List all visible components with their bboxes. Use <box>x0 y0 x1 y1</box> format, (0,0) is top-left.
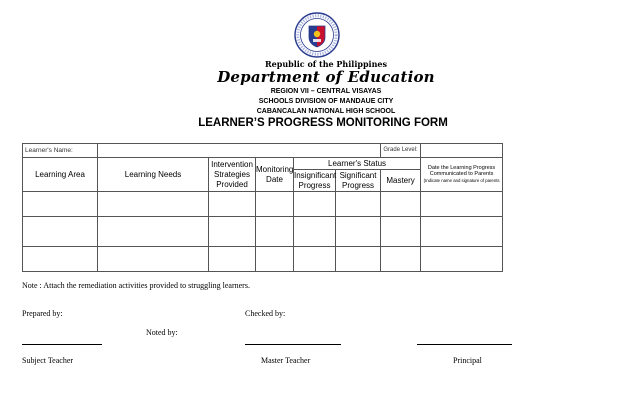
master-teacher-label: Master Teacher <box>261 356 311 365</box>
principal-signature-line <box>417 344 512 345</box>
progress-monitoring-table <box>22 143 503 272</box>
table-cell[interactable] <box>23 192 98 217</box>
table-cell[interactable] <box>294 192 336 217</box>
noted-by-label: Noted by: <box>146 328 178 337</box>
table-cell[interactable] <box>256 247 294 272</box>
table-cell[interactable] <box>381 192 421 217</box>
table-cell[interactable] <box>336 217 381 247</box>
checked-by-label: Checked by: <box>245 309 286 318</box>
table-row <box>23 247 503 272</box>
subject-teacher-signature-line <box>22 344 102 345</box>
school-heading: CABANCALAN NATIONAL HIGH SCHOOL <box>256 108 396 115</box>
master-teacher-signature-line <box>245 344 341 345</box>
date-communicated-sub: (Indicate name and signature of parents <box>423 177 500 183</box>
table-cell[interactable] <box>256 192 294 217</box>
table-cell[interactable] <box>209 247 256 272</box>
col-learning-area: Learning Area <box>23 158 98 192</box>
table-cell[interactable] <box>23 217 98 247</box>
col-monitoring-date: Monitoring Date <box>256 158 294 192</box>
republic-heading: Republic of the Philippines <box>264 59 387 69</box>
table-cell[interactable] <box>98 247 209 272</box>
table-cell[interactable] <box>209 192 256 217</box>
principal-label: Principal <box>453 356 482 365</box>
form-title: LEARNER’S PROGRESS MONITORING FORM <box>198 117 448 129</box>
table-cell[interactable] <box>336 192 381 217</box>
table-cell[interactable] <box>294 247 336 272</box>
col-learning-needs: Learning Needs <box>98 158 209 192</box>
table-cell[interactable] <box>98 217 209 247</box>
table-cell[interactable] <box>381 217 421 247</box>
table-cell[interactable] <box>421 192 503 217</box>
table-row <box>23 217 503 247</box>
table-cell[interactable] <box>336 247 381 272</box>
table-cell[interactable] <box>256 217 294 247</box>
col-mastery: Mastery <box>381 170 421 192</box>
col-significant-progress: Significant Progress <box>336 170 381 192</box>
table-cell[interactable] <box>98 192 209 217</box>
division-heading: SCHOOLS DIVISION OF MANDAUE CITY <box>258 98 394 105</box>
col-learners-status: Learner's Status <box>294 158 421 170</box>
subject-teacher-label: Subject Teacher <box>22 356 74 365</box>
prepared-by-label: Prepared by: <box>22 309 63 318</box>
table-cell[interactable] <box>381 247 421 272</box>
col-insignificant-progress: Insignificant Progress <box>294 170 337 190</box>
table-row <box>23 192 503 217</box>
deped-seal-icon <box>294 12 340 58</box>
remediation-note: Note : Attach the remediation activities provided to struggling learners. <box>22 281 250 290</box>
table-cell[interactable] <box>421 247 503 272</box>
col-date-communicated <box>421 158 503 192</box>
learner-name-label: Learner's Name: <box>23 144 98 158</box>
table-cell[interactable] <box>294 217 336 247</box>
department-heading: Department of Education <box>217 68 435 86</box>
col-intervention-strategies: Intervention Strategies Provided <box>209 158 256 192</box>
learner-name-field[interactable] <box>98 144 381 158</box>
grade-level-label: Grade Level: <box>381 144 421 158</box>
date-communicated-label: Date the Learning Progress Communicated to Parents <box>427 164 496 178</box>
region-heading: REGION VII – CENTRAL VISAYAS <box>270 88 382 95</box>
table-cell[interactable] <box>23 247 98 272</box>
table-cell[interactable] <box>421 217 503 247</box>
table-cell[interactable] <box>209 217 256 247</box>
grade-level-field[interactable] <box>421 144 503 158</box>
